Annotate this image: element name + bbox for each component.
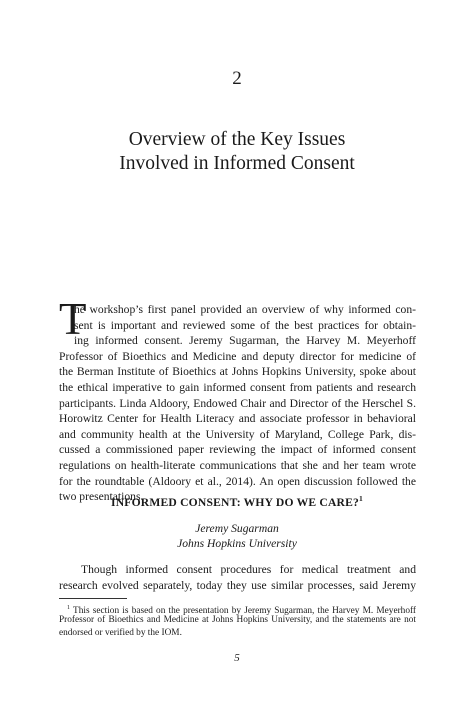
intro-line: ing informed consent. Jeremy Sugarman, the Harvey M. Meyerhoff	[74, 334, 416, 348]
intro-line: regulations on health-literate communications that she and her team wrote	[59, 458, 416, 472]
intro-line: two presentations.	[59, 490, 144, 504]
intro-paragraph	[59, 302, 416, 505]
footnote-marker: 1	[67, 605, 70, 611]
paragraph-line: research evolved separately, today they use similar processes, said Jeremy	[59, 578, 416, 592]
intro-line: the Berman Institute of Bioethics at Johns Hopkins University, spoke about	[59, 365, 416, 379]
intro-line: he workshop’s first panel provided an overview of why informed con-	[74, 303, 416, 316]
speaker-name: Jeremy Sugarman	[195, 522, 279, 535]
drop-cap: T	[59, 294, 87, 344]
chapter-title-line-1: Overview of the Key Issues	[128, 129, 346, 150]
footnote-reference: 1	[359, 494, 363, 503]
chapter-title-line-2: Involved in Informed Consent	[119, 153, 355, 174]
section-heading	[0, 494, 474, 509]
intro-line: participants. Linda Aldoory, Endowed Chair and Director of the Herschel S.	[59, 396, 416, 410]
footnote-text-1: This section is based on the presentation by Jeremy Sugarman, the Harvey M. Meyerhoff	[73, 606, 416, 617]
footnote-line: endorsed or verified by the IOM.	[59, 627, 182, 638]
intro-line: sent is important and reviewed some of the best practices for obtain-	[74, 318, 416, 332]
chapter-title	[0, 128, 474, 176]
footnote	[59, 602, 416, 639]
intro-line: Professor of Bioethics and Medicine and deputy director for medicine of	[59, 349, 416, 363]
section-paragraph	[59, 562, 416, 593]
speaker-affiliation: Johns Hopkins University	[177, 537, 297, 550]
footnote-line: Professor of Bioethics and Medicine at Johns Hopkins University, and the statements are not	[59, 615, 416, 626]
paragraph-line: Though informed consent procedures for medical treatment and	[81, 563, 416, 576]
intro-line: the ethical imperative to gain informed consent from patients and research	[59, 380, 416, 394]
footnote-divider	[59, 598, 127, 599]
section-heading-text: INFORMED CONSENT: WHY DO WE CARE?	[111, 495, 360, 509]
chapter-number: 2	[232, 68, 242, 89]
intro-line: Horowitz Center for Health Literacy and associate professor in behavioral	[59, 412, 416, 426]
intro-line: for the roundtable (Aldoory et al., 2014). An open discussion followed the	[59, 474, 416, 488]
intro-line: and community health at the University of Maryland, College Park, dis-	[59, 427, 416, 441]
footnote-line	[59, 602, 416, 617]
intro-line: cussed a commissioned paper reviewing the impact of informed consent	[59, 443, 416, 457]
page-number: 5	[234, 652, 240, 664]
